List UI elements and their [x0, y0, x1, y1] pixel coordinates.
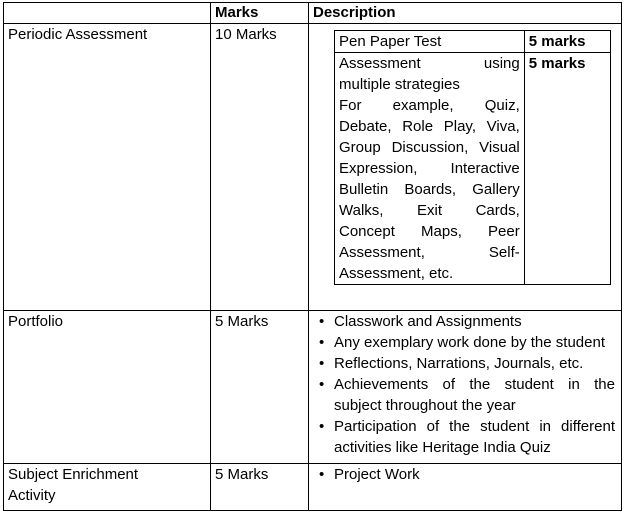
strategy-line: Walks, Exit Cards,: [339, 202, 520, 219]
description-portfolio: [309, 311, 622, 464]
component-periodic-assessment: Periodic Assessment: [4, 24, 211, 311]
table-row-subject-enrichment: [4, 464, 622, 511]
list-item: • Achievements of the student in the subject throughout the year: [319, 376, 615, 414]
table-row-portfolio: [4, 311, 622, 464]
bullet-icon: •: [319, 418, 325, 435]
bullet-icon: •: [319, 313, 325, 330]
marks-periodic-assessment: 10 Marks: [211, 24, 309, 311]
breakdown-marks-pen-paper: 5 marks: [524, 31, 610, 53]
strategy-line: Group Discussion, Visual: [339, 139, 520, 156]
enrichment-list: [313, 464, 617, 485]
bullet-icon: •: [319, 466, 325, 483]
strategy-line: Assessment using: [339, 55, 520, 72]
strategy-line: Concept Maps, Peer: [339, 223, 520, 240]
bullet-icon: •: [319, 334, 325, 351]
table-row-periodic-assessment: [4, 24, 622, 311]
strategy-line: Debate, Role Play, Viva,: [339, 118, 520, 135]
strategy-line: Expression, Interactive: [339, 160, 520, 177]
strategy-line: For example, Quiz,: [339, 97, 520, 114]
bullet-icon: •: [319, 355, 325, 372]
list-item: • Participation of the student in different activities like Heritage India Quiz: [319, 418, 615, 456]
header-row: [4, 3, 622, 24]
breakdown-name-pen-paper: Pen Paper Test: [335, 31, 525, 53]
strategy-line: Assessment, Self-: [339, 244, 520, 261]
strategy-line: Bulletin Boards, Gallery: [339, 181, 520, 198]
component-portfolio: Portfolio: [4, 311, 211, 464]
header-component: [4, 3, 211, 24]
list-item: • Reflections, Narrations, Journals, etc.: [319, 355, 584, 372]
breakdown-marks-strategies: 5 marks: [524, 53, 610, 285]
assessment-table: [3, 2, 622, 511]
portfolio-list: [313, 311, 617, 458]
list-item: • Project Work: [319, 466, 420, 483]
bullet-icon: •: [319, 376, 325, 393]
header-description: Description: [309, 3, 622, 24]
description-periodic-assessment: [309, 24, 622, 311]
periodic-breakdown-table: [334, 30, 611, 285]
breakdown-row-strategies: [335, 53, 611, 285]
header-marks: Marks: [211, 3, 309, 24]
description-subject-enrichment: [309, 464, 622, 511]
breakdown-name-strategies: [335, 53, 525, 285]
list-item: • Any exemplary work done by the student: [319, 334, 605, 351]
marks-subject-enrichment: 5 Marks: [211, 464, 309, 511]
breakdown-row-pen-paper: [335, 31, 611, 53]
strategy-line: multiple strategies: [339, 76, 460, 93]
strategy-line: Assessment, etc.: [339, 265, 454, 282]
list-item: • Classwork and Assignments: [319, 313, 522, 330]
component-subject-enrichment: Subject Enrichment Activity: [4, 464, 211, 511]
marks-portfolio: 5 Marks: [211, 311, 309, 464]
